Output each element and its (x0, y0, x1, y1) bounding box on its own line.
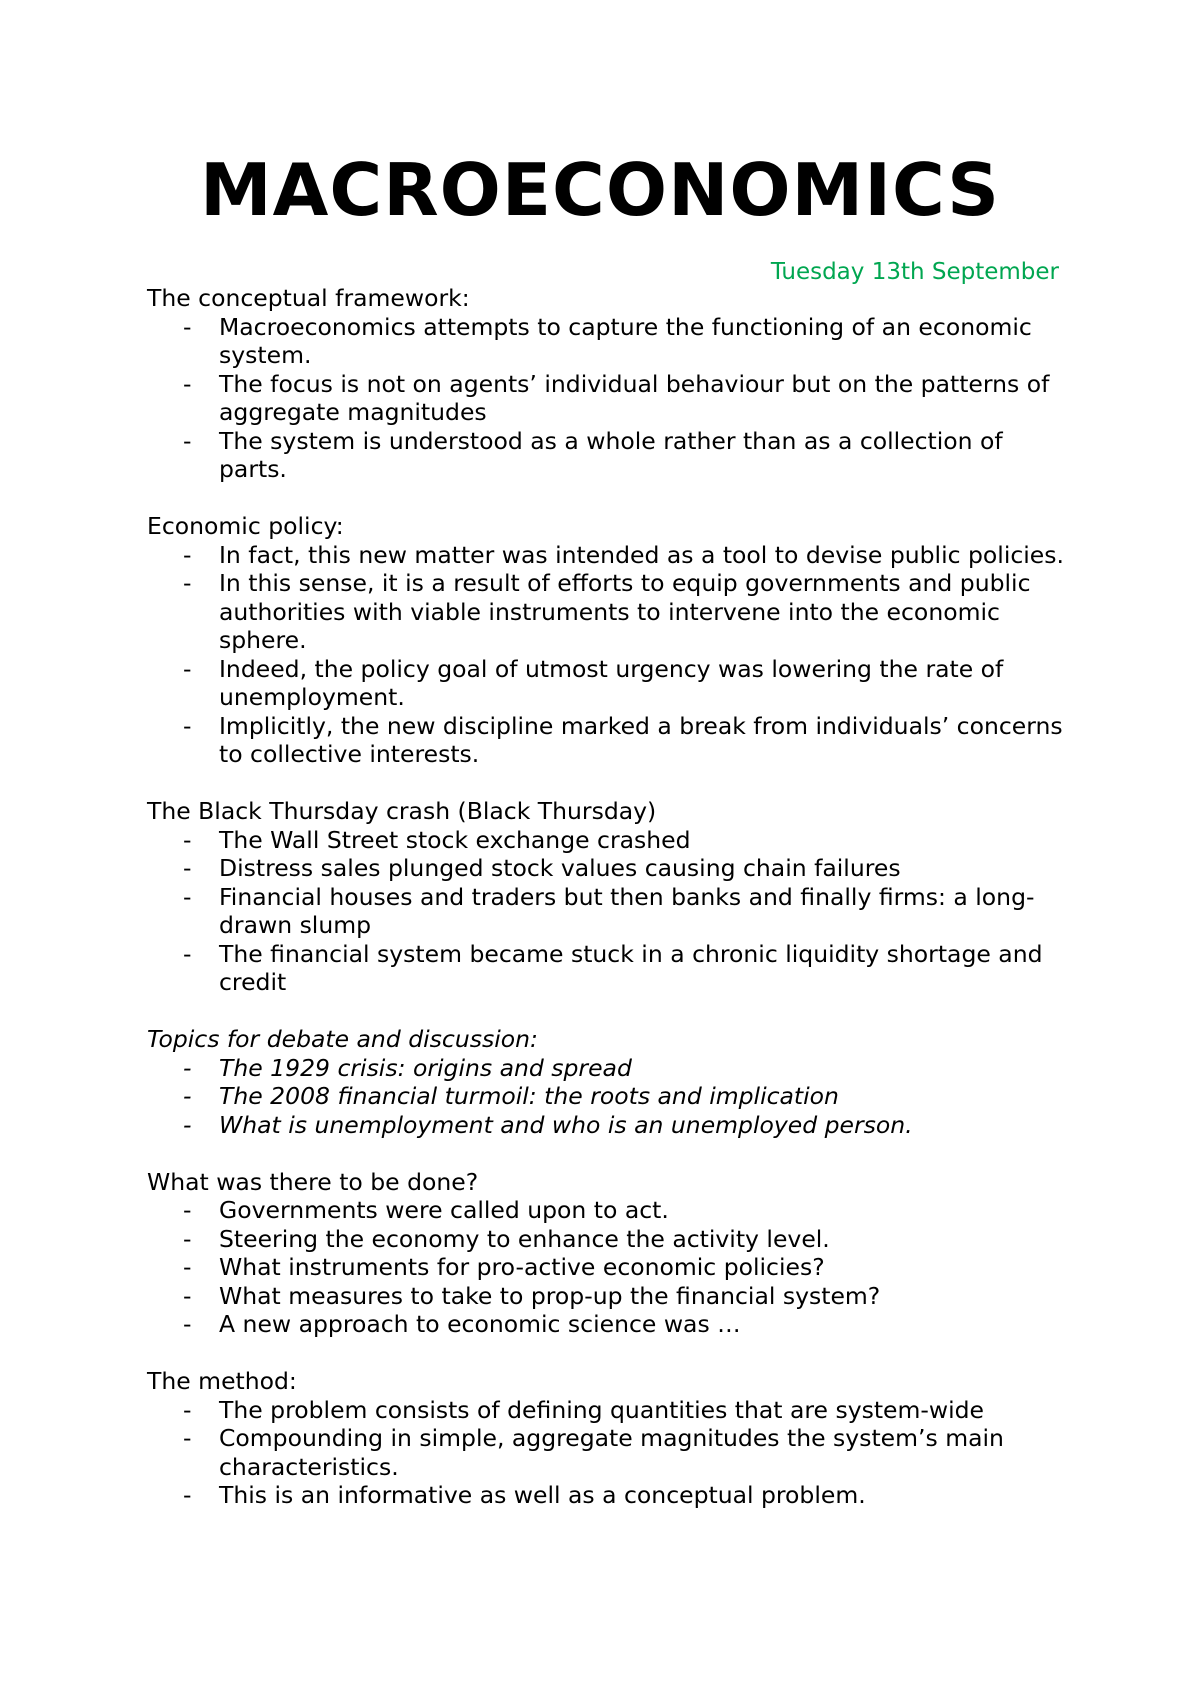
dash-bullet-icon: - (183, 569, 192, 597)
list-item (147, 712, 1067, 769)
dash-bullet-icon: - (183, 1481, 192, 1509)
list-item (147, 1282, 1067, 1311)
notes-body (147, 284, 1067, 1538)
dash-bullet-icon: - (183, 1310, 192, 1338)
list-item-text: Compounding in simple, aggregate magnitudes the system’s main characteristics. (219, 1424, 1004, 1481)
page-title: MACROECONOMICS (199, 148, 1001, 232)
list-item-text: A new approach to economic science was … (219, 1310, 741, 1338)
dash-bullet-icon: - (183, 1196, 192, 1224)
section-heading: Economic policy: (147, 512, 344, 540)
dash-bullet-icon: - (183, 1224, 192, 1253)
list-item-text: Implicitly, the new discipline marked a break from individuals’ concerns to collective interests. (219, 711, 1063, 768)
list-item (147, 541, 1067, 570)
notes-section (147, 1367, 1067, 1510)
section-heading: The Black Thursday crash (Black Thursday) (147, 797, 657, 825)
list-item (147, 854, 1067, 883)
dash-bullet-icon: - (183, 825, 192, 854)
section-heading: What was there to be done? (147, 1167, 479, 1196)
section-heading: The conceptual framework: (147, 284, 470, 312)
list-item (147, 1111, 1067, 1140)
list-item-text: The 2008 financial turmoil: the roots and implication (219, 1082, 839, 1110)
bullet-list (147, 826, 1067, 997)
list-item-text: In this sense, it is a result of efforts to equip governments and public authorities with viable instruments to intervene into the economic sphere. (219, 569, 1031, 654)
notes-section (147, 1025, 1067, 1139)
dash-bullet-icon: - (183, 369, 192, 398)
list-item-text: What measures to take to prop-up the financial system? (219, 1281, 881, 1310)
list-item (147, 313, 1067, 370)
bullet-list (147, 1396, 1067, 1510)
list-item (147, 1225, 1067, 1254)
list-item-text: This is an informative as well as a conceptual problem. (219, 1481, 866, 1509)
bullet-list (147, 313, 1067, 484)
dash-bullet-icon: - (183, 1082, 192, 1110)
list-item (147, 1396, 1067, 1425)
list-item-text: The financial system became stuck in a chronic liquidity shortage and credit (219, 939, 1043, 996)
list-item (147, 655, 1067, 712)
dash-bullet-icon: - (183, 1424, 192, 1452)
dash-bullet-icon: - (183, 312, 192, 341)
list-item-text: The system is understood as a whole rather than as a collection of parts. (219, 426, 1003, 483)
list-item-text: Indeed, the policy goal of utmost urgency was lowering the rate of unemployment. (219, 654, 1004, 711)
list-item-text: Macroeconomics attempts to capture the functioning of an economic system. (219, 312, 1032, 369)
dash-bullet-icon: - (183, 1281, 192, 1310)
list-item-text: Distress sales plunged stock values causing chain failures (219, 854, 901, 882)
dash-bullet-icon: - (183, 939, 192, 968)
notes-section (147, 512, 1067, 769)
dash-bullet-icon: - (183, 1253, 192, 1281)
list-item-text: What is unemployment and who is an unemployed person. (219, 1110, 913, 1139)
list-item (147, 1253, 1067, 1282)
list-item-text: The problem consists of defining quantities that are system-wide (219, 1395, 985, 1424)
list-item (147, 427, 1067, 484)
section-heading: The method: (147, 1367, 297, 1395)
list-item (147, 1054, 1067, 1083)
list-item-text: The Wall Street stock exchange crashed (219, 825, 691, 854)
dash-bullet-icon: - (183, 711, 192, 740)
notes-section (147, 1168, 1067, 1339)
section-heading: Topics for debate and discussion: (147, 1025, 538, 1053)
lecture-date: Tuesday 13th September (770, 259, 1059, 285)
bullet-list (147, 1054, 1067, 1140)
dash-bullet-icon: - (183, 654, 192, 683)
list-item-text: Governments were called upon to act. (219, 1196, 669, 1224)
notes-section (147, 797, 1067, 997)
list-item (147, 1310, 1067, 1339)
list-item (147, 1481, 1067, 1510)
list-item (147, 1424, 1067, 1481)
list-item (147, 883, 1067, 940)
list-item (147, 826, 1067, 855)
list-item (147, 370, 1067, 427)
dash-bullet-icon: - (183, 1110, 192, 1139)
bullet-list (147, 541, 1067, 769)
list-item-text: The 1929 crisis: origins and spread (219, 1053, 632, 1082)
dash-bullet-icon: - (183, 854, 192, 882)
list-item-text: What instruments for pro-active economic policies? (219, 1253, 825, 1281)
list-item-text: Steering the economy to enhance the activity level. (219, 1224, 830, 1253)
list-item (147, 940, 1067, 997)
list-item-text: The focus is not on agents’ individual behaviour but on the patterns of aggregate magnitudes (219, 369, 1050, 426)
list-item (147, 1196, 1067, 1225)
list-item (147, 569, 1067, 655)
dash-bullet-icon: - (183, 1395, 192, 1424)
dash-bullet-icon: - (183, 1053, 192, 1082)
dash-bullet-icon: - (183, 540, 192, 569)
dash-bullet-icon: - (183, 882, 192, 911)
bullet-list (147, 1196, 1067, 1339)
dash-bullet-icon: - (183, 426, 192, 455)
notes-section (147, 284, 1067, 484)
list-item-text: In fact, this new matter was intended as a tool to devise public policies. (219, 540, 1064, 569)
list-item (147, 1082, 1067, 1111)
list-item-text: Financial houses and traders but then banks and finally firms: a long-drawn slump (219, 882, 1035, 939)
